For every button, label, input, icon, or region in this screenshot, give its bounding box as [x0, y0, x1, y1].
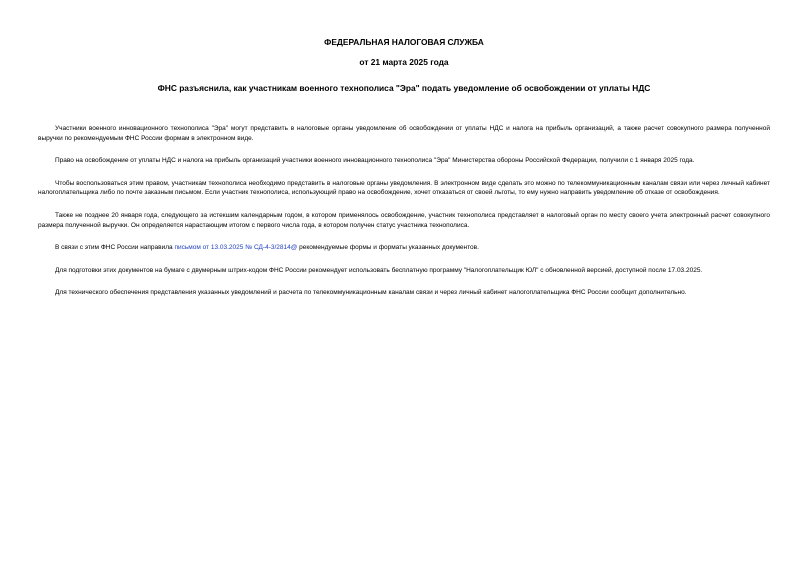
paragraph-5: [38, 243, 770, 253]
document-body: [38, 124, 770, 298]
document-title: ФНС разъяснила, как участникам военного технополиса "Эра" подать уведомление об освобождении от уплаты НДС: [157, 83, 651, 93]
document-page: [38, 0, 770, 311]
paragraph-2: Право на освобождение от уплаты НДС и налога на прибыль организаций участники военного инновационного технополиса "Эра" Министерства обороны Российской Федерации, получили с 1 января 2025 года.: [55, 157, 695, 165]
document-date: от 21 марта 2025 года: [359, 57, 449, 67]
paragraph-7: Для технического обеспечения представления указанных уведомлений и расчета по телекоммуникационным каналам связи и через личный кабинет налогоплательщика ФНС России сообщит дополнительно.: [55, 289, 687, 297]
organization-heading: ФЕДЕРАЛЬНАЯ НАЛОГОВАЯ СЛУЖБА: [324, 37, 484, 47]
paragraph-6: Для подготовки этих документов на бумаге с двумерным штрих-кодом ФНС России рекомендует использовать бесплатную программу "Налогоплательщик ЮЛ" с обновленной версией, доступной после 17.03.2025.: [55, 266, 703, 274]
paragraph-3: Чтобы воспользоваться этим правом, участникам технополиса необходимо представить в налоговые органы уведомления. В электронном виде сделать это можно по телекоммуникационным каналам связи или через личный кабинет налогоплательщика либо по почте заказным письмом. Если участник технополиса, использующий право на освобождение, хочет отказаться от своей льготы, то ему нужно направить уведомление об отказе от освобождения.: [38, 179, 770, 197]
letter-link[interactable]: письмом от 13.03.2025 № СД-4-3/2814@: [174, 244, 298, 252]
paragraph-5-text-before: В связи с этим ФНС России направила: [55, 244, 175, 252]
paragraph-4: Также не позднее 20 января года, следующего за истекшим календарным годом, в котором применялось освобождение, участник технополиса представляет в налоговый орган по месту своего учета электронный расчет совокупного размера полученной выручки. Он определяется нарастающим итогом с первого числа года, в котором получен статус участника технополиса.: [38, 211, 770, 229]
paragraph-1: Участники военного инновационного технополиса "Эра" могут представить в налоговые органы уведомление об освобождении от уплаты НДС и налога на прибыль организаций, а также расчет совокупного размера полученной выручки по рекомендуемым ФНС России формам в электронном виде.: [38, 125, 770, 142]
paragraph-5-text-after: рекомендуемые формы и форматы указанных документов.: [297, 244, 479, 252]
